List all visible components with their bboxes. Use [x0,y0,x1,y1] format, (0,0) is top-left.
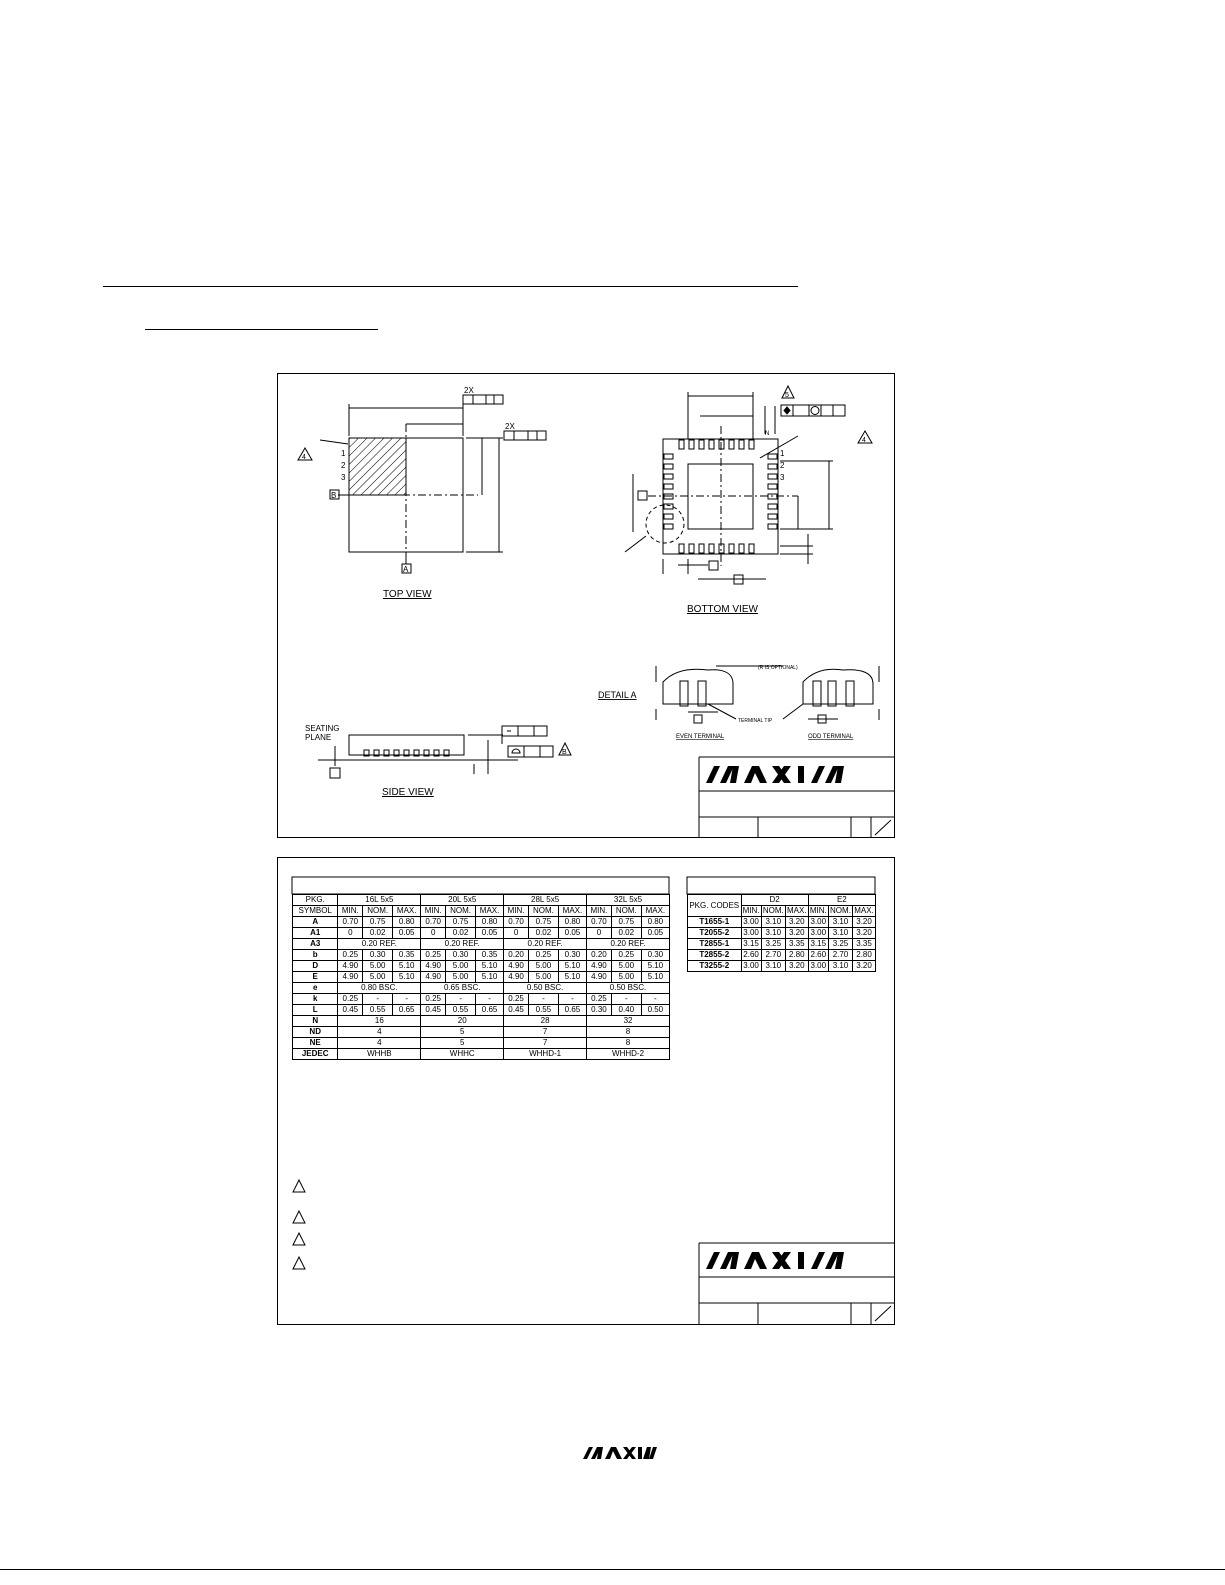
table-cell: 0.65 BSC. [421,983,504,994]
table-cell: 5.00 [363,961,393,972]
subcol-header: MIN. [421,906,446,917]
table-cell: 3.25 [828,939,852,950]
table-cell: - [363,994,393,1005]
table-cell: WHHD-1 [504,1049,587,1060]
drawing-sheet-1 [277,373,895,838]
even-terminal-caption: EVEN TERMINAL [676,734,725,740]
subcol-header: NOM. [830,906,851,915]
table-cell: 3.20 [785,917,808,928]
tol-2x-2: 2X [505,422,515,431]
table-cell: 0.20 [504,950,529,961]
subcol-header: MIN. [504,906,529,917]
table-cell: 0.35 [475,950,503,961]
table-row [293,917,670,928]
table-cell: 0.65 [558,1005,586,1016]
table-cell: 5.00 [611,972,641,983]
package-header: 16L 5x5 [338,895,421,906]
package-code: T2855-2 [688,950,742,961]
table-cell: 0.55 [529,1005,559,1016]
table-cell: 0.30 [641,950,669,961]
subcol-header: MAX. [854,906,874,915]
table-cell: 2.70 [761,950,785,961]
table-cell: 3.10 [761,961,785,972]
subcol-header: NOM. [762,906,784,915]
table-cell: - [446,994,476,1005]
top-pin-label-1: 1 [341,449,346,458]
table-cell: 0.80 [641,917,669,928]
table-cell: 0.25 [338,994,363,1005]
note-marker-4-top: 4 [302,454,306,461]
table-row [293,994,670,1005]
table-cell: 7 [504,1038,587,1049]
bottom-pins-top [679,440,754,449]
table-cell: 0.65 [475,1005,503,1016]
subcol-header: MIN. [338,906,363,917]
row-symbol: A [293,917,338,928]
table-cell: 0.40 [611,1005,641,1016]
table-cell: 0.02 [363,928,393,939]
table-cell: 3.00 [741,961,761,972]
table-cell: 5.10 [475,972,503,983]
header-codes: PKG. CODES [688,895,742,917]
row-symbol: E [293,972,338,983]
table-cell: 0.65 [393,1005,421,1016]
package-header: 28L 5x5 [504,895,587,906]
table-row [293,939,670,950]
row-symbol: A3 [293,939,338,950]
subcol-header: MAX. [475,906,503,917]
table-cell: - [641,994,669,1005]
table-cell: 0.30 [446,950,476,961]
table-cell: 0.25 [611,950,641,961]
table-cell: 4 [338,1038,421,1049]
table-cell: 0 [587,928,612,939]
table-cell: 0.20 REF. [504,939,587,950]
table-row [688,917,876,928]
table-cell: 0.05 [558,928,586,939]
package-header: 20L 5x5 [421,895,504,906]
table-cell: 0.75 [363,917,393,928]
seating-label-1: SEATING [305,724,340,733]
table-cell: - [529,994,559,1005]
table-cell: 5.10 [641,972,669,983]
table-cell: 0.25 [421,950,446,961]
detail-a-caption: DETAIL A [598,690,637,700]
table-row [293,928,670,939]
header-rule [103,286,798,287]
table-cell: 0.30 [558,950,586,961]
table-cell: 5.00 [611,961,641,972]
table-cell: 3.15 [808,939,828,950]
table-cell: WHHC [421,1049,504,1060]
table-cell: WHHD-2 [587,1049,670,1060]
table-cell: 0.02 [529,928,559,939]
table-cell: 5.10 [641,961,669,972]
table-cell: 4.90 [587,961,612,972]
footer-maxim-logo [583,1446,659,1460]
table-cell: 0.30 [363,950,393,961]
table-cell: 3.00 [808,928,828,939]
bottom-pins-right [768,454,777,529]
subcol-header: MAX. [558,906,586,917]
table-cell: 3.00 [808,961,828,972]
table-cell: 3.00 [808,917,828,928]
package-code: T2855-1 [688,939,742,950]
table-cell: 0.45 [421,1005,446,1016]
table-cell: 4.90 [504,972,529,983]
table-cell: 4.90 [421,972,446,983]
table-row [293,1038,670,1049]
table-cell: 0.30 [587,1005,612,1016]
table-cell: 3.25 [761,939,785,950]
page-bottom-rule [0,1569,1225,1570]
table-cell: 0.70 [587,917,612,928]
maxim-logo-sheet2 [706,1252,844,1269]
package-header: 32L 5x5 [587,895,670,906]
table-cell: 0.02 [611,928,641,939]
seating-label-2: PLANE [305,733,332,742]
table-cell: 3.35 [785,939,808,950]
r-optional-note: (R IS OPTIONAL) [758,665,798,671]
table-cell: 5.10 [393,972,421,983]
table-cell: 0.80 [558,917,586,928]
table-cell: 7 [504,1027,587,1038]
table-cell: 2.60 [808,950,828,961]
table-cell: 8 [587,1038,670,1049]
table-cell: 0.80 BSC. [338,983,421,994]
subcol-header: MAX. [787,906,807,915]
table-cell: 5.10 [558,972,586,983]
table-cell: 5.00 [446,972,476,983]
table-cell: 3.20 [853,917,876,928]
row-symbol: N [293,1016,338,1027]
row-symbol: ND [293,1027,338,1038]
table-cell: 0.55 [363,1005,393,1016]
table-cell: 0.75 [611,917,641,928]
table-cell: 5.00 [363,972,393,983]
table-cell: 3.10 [761,917,785,928]
subcol-header: MAX. [393,906,421,917]
bottom-pins-bottom [679,544,754,553]
table-cell: 0.50 BSC. [587,983,670,994]
side-view-body [349,735,464,755]
table-cell: 5.10 [393,961,421,972]
table-cell: 0.70 [338,917,363,928]
table-cell: 32 [587,1016,670,1027]
bottom-pin-label-3: 3 [780,473,785,482]
maxim-logo-sheet1 [706,766,844,783]
table-cell: 3.10 [828,917,852,928]
bottom-pins-left [664,454,673,529]
table-cell: 5.10 [558,961,586,972]
table-cell: 0 [504,928,529,939]
group-header: D2 [741,895,808,906]
table-cell: 5 [421,1038,504,1049]
table-row [293,1016,670,1027]
bottom-pin-label-1: 1 [780,449,785,458]
table-cell: 2.70 [828,950,852,961]
table-cell: 0.70 [421,917,446,928]
table-cell: 0.25 [421,994,446,1005]
table-cell: WHHB [338,1049,421,1060]
bottom-n-label: N [765,431,770,437]
table-cell: 0.45 [338,1005,363,1016]
table-cell: 0.35 [393,950,421,961]
table-row [688,950,876,961]
subcol-header: NOM. [529,906,559,917]
table-cell: 3.20 [853,961,876,972]
group-header: E2 [808,895,875,906]
table-cell: 0 [421,928,446,939]
table-cell: 3.00 [741,917,761,928]
table-cell: 28 [504,1016,587,1027]
table-cell: 4.90 [338,972,363,983]
table-cell: 0.50 BSC. [504,983,587,994]
table-cell: 0.50 [641,1005,669,1016]
table-row [293,961,670,972]
table-cell: 3.35 [853,939,876,950]
table-cell: 0.75 [446,917,476,928]
table-cell: 0.80 [475,917,503,928]
table-cell: 0.25 [504,994,529,1005]
tol-2x-1: 2X [464,386,474,395]
table-cell: 0 [338,928,363,939]
table-cell: 0.80 [393,917,421,928]
subcol-header: MAX. [641,906,669,917]
table-cell: 0.20 REF. [421,939,504,950]
table-cell: 3.10 [828,961,852,972]
bottom-view-caption: BOTTOM VIEW [687,604,758,615]
package-code: T2055-2 [688,928,742,939]
row-symbol: NE [293,1038,338,1049]
bottom-pin-label-2: 2 [780,461,785,470]
header-pkg: PKG. [293,895,338,906]
table-cell: 4 [338,1027,421,1038]
table-cell: 0.20 REF. [338,939,421,950]
row-symbol: L [293,1005,338,1016]
table-row [688,928,876,939]
table-cell: 0.20 [587,950,612,961]
table-cell: - [611,994,641,1005]
table-cell: 8 [587,1027,670,1038]
table-cell: 0.25 [338,950,363,961]
table-cell: 0.02 [446,928,476,939]
note-marker-5: 5 [785,392,789,399]
drawing-sheet-2 [277,857,895,1325]
row-symbol: k [293,994,338,1005]
table-cell: 0.05 [641,928,669,939]
table-row [293,1027,670,1038]
table-cell: 5.00 [446,961,476,972]
top-view-caption: TOP VIEW [383,589,432,600]
table-cell: 4.90 [587,972,612,983]
table-cell: - [558,994,586,1005]
note-marker-b: B [562,749,567,756]
table-cell: 20 [421,1016,504,1027]
table-row [293,950,670,961]
table-cell: - [393,994,421,1005]
datum-a: A [403,565,409,574]
table-cell: 5.00 [529,961,559,972]
row-symbol: b [293,950,338,961]
table-cell: 2.60 [741,950,761,961]
table-cell: 3.10 [761,928,785,939]
subcol-header: NOM. [611,906,641,917]
table-cell: 2.80 [853,950,876,961]
table-cell: 0.25 [529,950,559,961]
table-cell: 3.10 [828,928,852,939]
table-cell: 4.90 [421,961,446,972]
table-cell: - [475,994,503,1005]
table-row [688,939,876,950]
table-row [293,972,670,983]
subcol-header: MIN. [809,906,827,915]
package-code: T1655-1 [688,917,742,928]
table-row [293,1005,670,1016]
table-cell: 2.80 [785,950,808,961]
top-pin-label-2: 2 [341,461,346,470]
header-symbol: SYMBOL [293,906,338,917]
table-cell: 0.55 [446,1005,476,1016]
table-cell: 0.75 [529,917,559,928]
table-cell: 0.20 REF. [587,939,670,950]
table-cell: 5.10 [475,961,503,972]
table-row [688,961,876,972]
top-pin-label-3: 3 [341,473,346,482]
table-cell: 4.90 [338,961,363,972]
table-cell: 0.25 [587,994,612,1005]
table-cell: 3.20 [785,961,808,972]
odd-terminal-caption: ODD TERMINAL [808,734,854,740]
package-codes-table [687,894,876,972]
table-cell: 3.00 [741,928,761,939]
package-outline-drawing [278,374,894,837]
pin1-hatch [349,438,406,495]
table-cell: 3.15 [741,939,761,950]
side-view-caption: SIDE VIEW [382,787,434,798]
subcol-header: MIN. [742,906,760,915]
package-code: T3255-2 [688,961,742,972]
row-symbol: A1 [293,928,338,939]
table-cell: 0.05 [393,928,421,939]
row-symbol: e [293,983,338,994]
table-cell: 4.90 [504,961,529,972]
table-cell: 5 [421,1027,504,1038]
datum-b: B [331,491,337,500]
table-cell: 16 [338,1016,421,1027]
subcol-header: NOM. [363,906,393,917]
table-cell: 5.00 [529,972,559,983]
row-symbol: D [293,961,338,972]
table-cell: 3.20 [853,928,876,939]
table-row [293,983,670,994]
row-symbol: JEDEC [293,1049,338,1060]
dimension-table [292,894,670,1060]
terminal-tip-note: TERMINAL TIP [738,718,773,724]
table-cell: 0.45 [504,1005,529,1016]
note-marker-4-bottom: 4 [862,437,866,444]
table-cell: 0.70 [504,917,529,928]
subheader-rule [145,329,378,330]
table-row [293,1049,670,1060]
table-cell: 3.20 [785,928,808,939]
subcol-header: NOM. [446,906,476,917]
subcol-header: MIN. [587,906,612,917]
table-cell: 0.05 [475,928,503,939]
